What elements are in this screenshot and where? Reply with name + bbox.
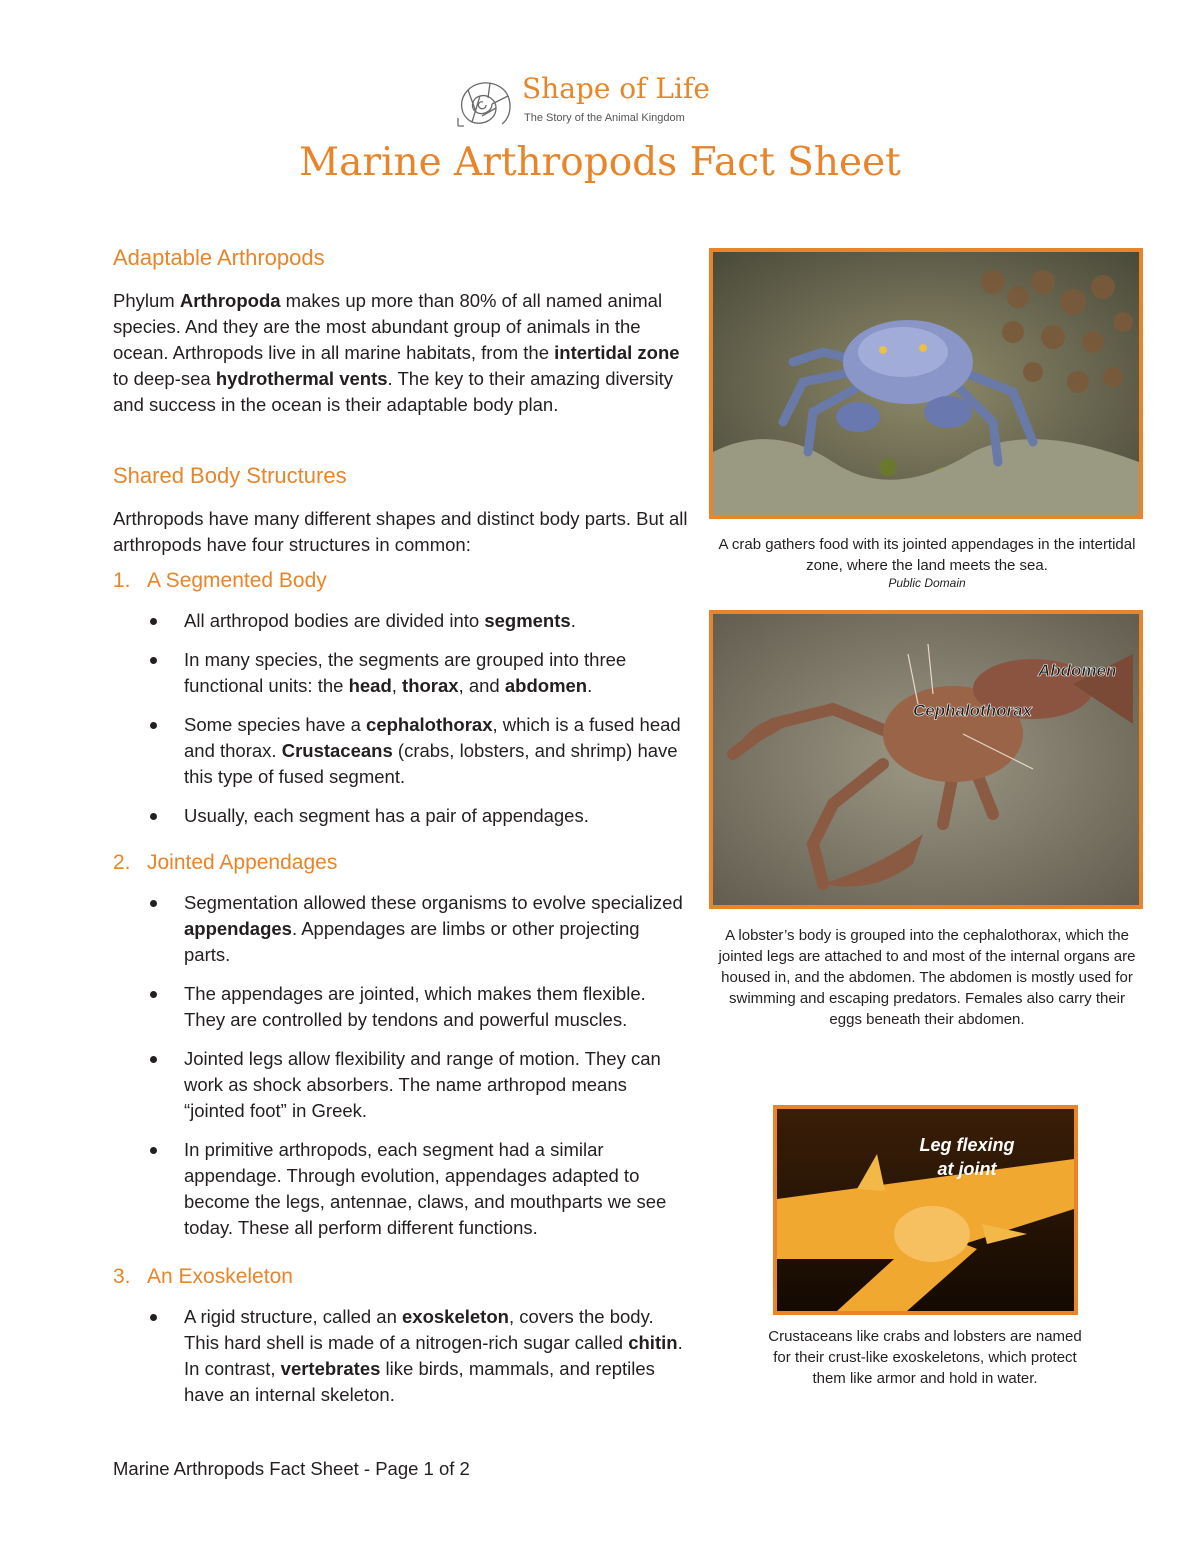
lobster-illustration (713, 614, 1139, 905)
list-item: In many species, the segments are grouped into three functional units: the head, thorax, and abdomen. (150, 647, 690, 699)
label-abdomen: Abdomen (1038, 661, 1117, 680)
logo-tagline: The Story of the Animal Kingdom (524, 112, 685, 124)
list-item: Segmentation allowed these organisms to evolve specialized appendages. Appendages are limbs or other projecting parts. (150, 890, 690, 968)
list-item: A rigid structure, called an exoskeleton, covers the body. This hard shell is made of a nitrogen-rich sugar called chitin. In contrast, vertebrates like birds, mammals, and reptiles have an internal skeleton. (150, 1304, 690, 1408)
label-leg-flexing: Leg flexing at joint (919, 1135, 1015, 1179)
heading-adaptable-arthropods: Adaptable Arthropods (113, 245, 325, 270)
crab-photo (709, 248, 1143, 519)
structure-list-3 (150, 1304, 690, 1421)
leg-joint-photo (773, 1105, 1078, 1315)
lobster-photo (709, 610, 1143, 909)
page-footer: Marine Arthropods Fact Sheet - Page 1 of 2 (113, 1458, 470, 1479)
list-item: Jointed legs allow flexibility and range of motion. They can work as shock absorbers. The name arthropod means “jointed foot” in Greek. (150, 1046, 690, 1124)
leg-joint-illustration (777, 1109, 1074, 1311)
paragraph-adaptable: Phylum Arthropoda makes up more than 80% of all named animal species. And they are the most abundant group of animals in the ocean. Arthropods live in all marine habitats, from the intertidal zone to deep-sea hydrothermal vents. The key to their amazing diversity and success in the ocean is their adaptable body plan. (113, 290, 680, 415)
logo (452, 72, 722, 132)
logo-name: Shape of Life (522, 72, 710, 105)
structure-heading-3: 3. An Exoskeleton (113, 1265, 293, 1288)
lobster-caption: A lobster’s body is grouped into the cephalothorax, which the jointed legs are attached to and most of the internal organs are housed in, and the abdomen. The abdomen is mostly used for swimming and escaping predators. Females also carry their eggs beneath their abdomen. (718, 927, 1136, 1028)
list-item: In primitive arthropods, each segment had a similar appendage. Through evolution, appendages adapted to become the legs, antennae, claws, and mouthparts we see today. These all perform different functions. (150, 1137, 690, 1241)
heading-shared-body-structures: Shared Body Structures (113, 463, 347, 488)
crab-caption: A crab gathers food with its jointed appendages in the intertidal zone, where the land meets the sea. Public Domain (712, 534, 1142, 590)
label-cephalothorax: Cephalothorax (913, 701, 1033, 720)
structure-heading-1: 1. A Segmented Body (113, 569, 327, 592)
page-title: Marine Arthropods Fact Sheet (299, 140, 901, 185)
crab-credit: Public Domain (888, 576, 966, 590)
crab-illustration (713, 252, 1139, 515)
structure-list-2 (150, 890, 690, 1254)
nautilus-shell-icon (452, 74, 514, 130)
list-item: The appendages are jointed, which makes them flexible. They are controlled by tendons and powerful muscles. (150, 981, 690, 1033)
structure-list-1 (150, 608, 690, 842)
list-item: Usually, each segment has a pair of appendages. (150, 803, 690, 829)
list-item: Some species have a cephalothorax, which is a fused head and thorax. Crustaceans (crabs, lobsters, and shrimp) have this type of fused segment. (150, 712, 690, 790)
structure-heading-2: 2. Jointed Appendages (113, 851, 338, 874)
leg-caption: Crustaceans like crabs and lobsters are named for their crust-like exoskeletons, which protect them like armor and hold in water. (768, 1328, 1082, 1387)
list-item: All arthropod bodies are divided into segments. (150, 608, 690, 634)
paragraph-shared-intro: Arthropods have many different shapes and distinct body parts. But all arthropods have four structures in common: (113, 508, 688, 555)
